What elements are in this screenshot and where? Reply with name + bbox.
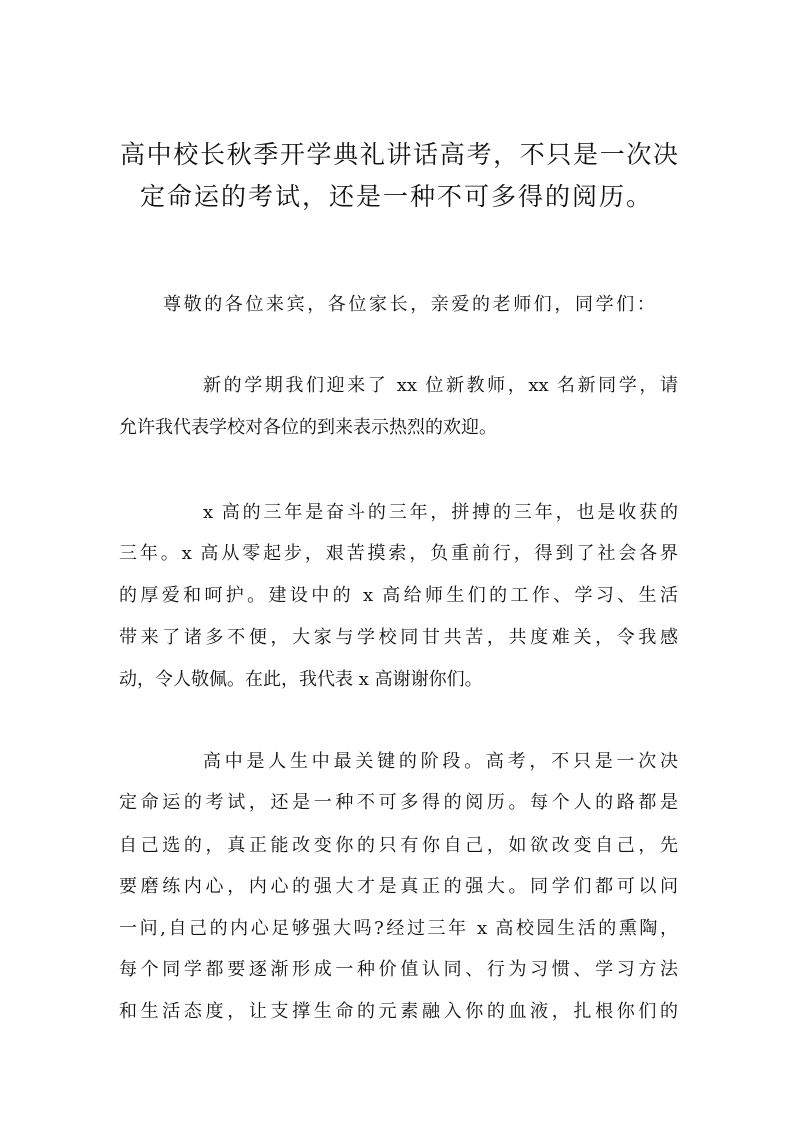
- paragraph-line: 动，令人敬佩。在此，我代表 x 高谢谢你们。: [119, 669, 483, 690]
- paragraph-line: 高中是人生中最关键的阶段。高考，不只是一次决: [203, 751, 678, 772]
- paragraph-line: 定命运的考试，还是一种不可多得的阅历。每个人的路都是: [119, 792, 678, 813]
- paragraph-line: 一问,自己的内心足够强大吗?经过三年 x 高校园生活的熏陶，: [119, 918, 678, 939]
- paragraph-line: 要磨练内心，内心的强大才是真正的强大。同学们都可以问: [119, 876, 678, 897]
- paragraph-line: 的厚爱和呵护。建设中的 x 高给师生们的工作、学习、生活: [119, 585, 678, 606]
- salutation: 尊敬的各位来宾，各位家长，亲爱的老师们，同学们：: [163, 294, 658, 315]
- paragraph-line: x 高的三年是奋斗的三年，拼搏的三年，也是收获的: [203, 502, 678, 523]
- title-line-1: 高中校长秋季开学典礼讲话高考，不只是一次决: [120, 140, 678, 169]
- paragraph-line: 新的学期我们迎来了 xx 位新教师，xx 名新同学，请: [203, 375, 678, 396]
- paragraph-line: 自己选的，真正能改变你的只有你自己，如欲改变自己，先: [119, 835, 678, 856]
- title-line-2: 定命运的考试，还是一种不可多得的阅历。: [139, 182, 653, 211]
- paragraph-line: 带来了诸多不便，大家与学校同甘共苦，共度难关，令我感: [119, 627, 678, 648]
- paragraph-line: 每个同学都要逐渐形成一种价值认同、行为习惯、学习方法: [119, 959, 678, 980]
- paragraph-line: 三年。x 高从零起步，艰苦摸索，负重前行，得到了社会各界: [119, 543, 678, 564]
- paragraph-line: 和生活态度，让支撑生命的元素融入你的血液，扎根你们的: [119, 1001, 678, 1022]
- paragraph-line: 允许我代表学校对各位的到来表示热烈的欢迎。: [119, 417, 497, 438]
